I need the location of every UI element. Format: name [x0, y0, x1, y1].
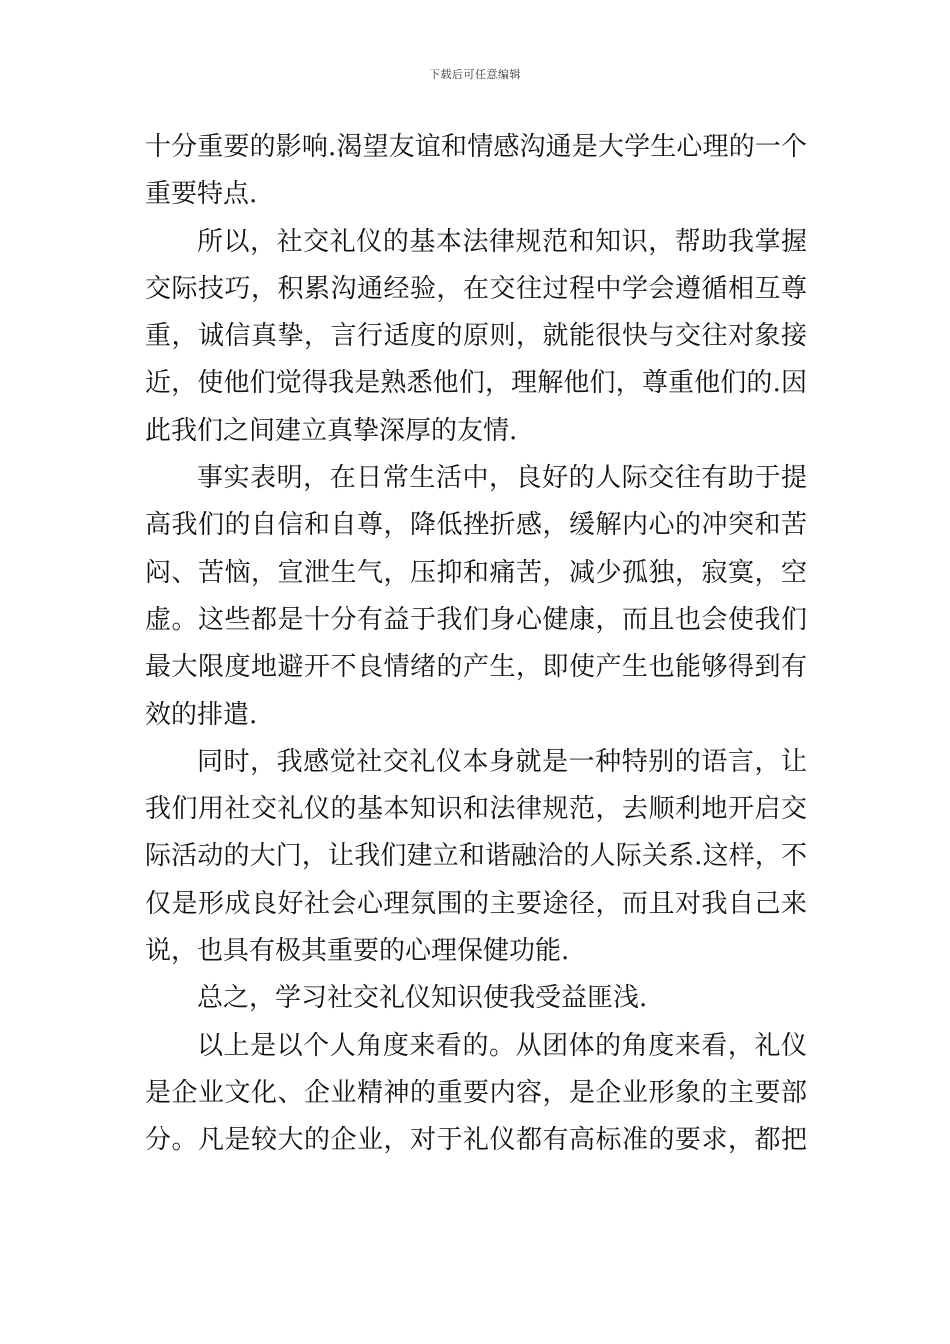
text-line: 以上是以个人角度来看的。从团体的角度来看，礼仪 — [197, 1030, 807, 1061]
document-body — [145, 124, 807, 1165]
text-line: 同时，我感觉社交礼仪本身就是一种特别的语言，让 — [197, 746, 807, 777]
text-line: 说，也具有极其重要的心理保健功能. — [145, 936, 570, 967]
text-line: 重，诚信真挚，言行适度的原则，就能很快与交往对象接 — [145, 321, 807, 352]
text-line: 近，使他们觉得我是熟悉他们，理解他们，尊重他们的.因 — [145, 368, 807, 399]
text-line: 闷、苦恼，宣泄生气，压抑和痛苦，减少孤独，寂寞，空 — [145, 557, 807, 588]
text-line: 十分重要的影响.渴望友谊和情感沟通是大学生心理的一个 — [145, 132, 807, 162]
text-line: 重要特点. — [145, 179, 258, 210]
text-line: 虚。这些都是十分有益于我们身心健康，而且也会使我们 — [145, 604, 807, 635]
text-line: 际活动的大门，让我们建立和谐融洽的人际关系.这样，不 — [145, 841, 807, 872]
text-line: 交际技巧，积累沟通经验，在交往过程中学会遵循相互尊 — [145, 273, 807, 304]
text-line: 总之，学习社交礼仪知识使我受益匪浅. — [197, 983, 648, 1014]
text-line: 效的排遣. — [145, 699, 258, 730]
text-line: 最大限度地避开不良情绪的产生，即使产生也能够得到有 — [145, 652, 807, 683]
text-line: 我们用社交礼仪的基本知识和法律规范，去顺利地开启交 — [145, 794, 807, 825]
text-line: 是企业文化、企业精神的重要内容，是企业形象的主要部 — [145, 1077, 807, 1108]
text-line: 仅是形成良好社会心理氛围的主要途径，而且对我自己来 — [145, 888, 807, 919]
text-line: 高我们的自信和自尊，降低挫折感，缓解内心的冲突和苦 — [145, 510, 807, 541]
page-header: 下载后可任意编辑 — [429, 68, 521, 81]
text-line: 分。凡是较大的企业，对于礼仪都有高标准的要求，都把 — [145, 1125, 807, 1156]
text-line: 此我们之间建立真挚深厚的友情. — [145, 415, 518, 446]
text-line: 事实表明，在日常生活中，良好的人际交往有助于提 — [197, 463, 807, 494]
text-line: 所以，社交礼仪的基本法律规范和知识，帮助我掌握 — [197, 226, 807, 257]
